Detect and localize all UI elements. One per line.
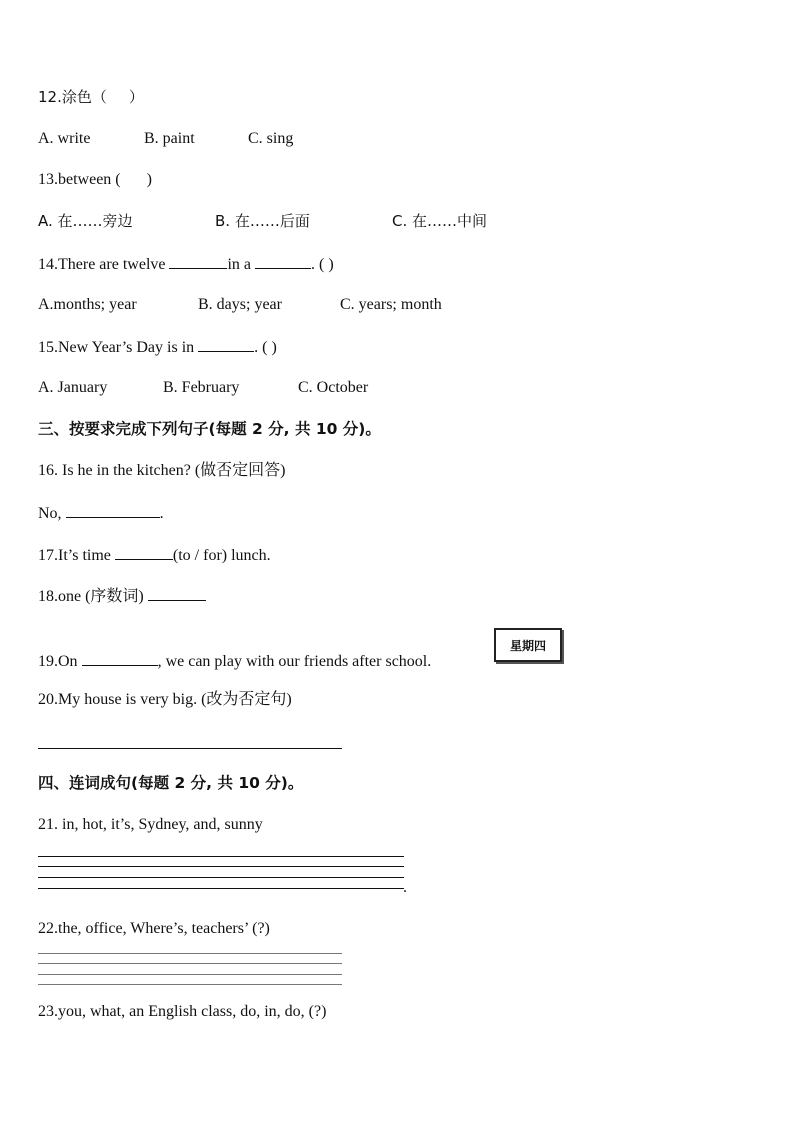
question-13: [38, 170, 152, 190]
question-19: [38, 651, 431, 672]
q15-blank[interactable]: [198, 337, 254, 352]
q19-blank[interactable]: [82, 651, 158, 666]
question-16: 16. Is he in the kitchen? (做否定回答): [38, 462, 286, 479]
question-21: 21. in, hot, it’s, Sydney, and, sunny: [38, 816, 263, 833]
q14-part1: 14.There are twelve: [38, 256, 170, 273]
q21-writing-line-2[interactable]: [38, 866, 404, 867]
q12-option-a: A. write: [38, 130, 91, 147]
q15-option-b: B. February: [163, 379, 240, 396]
q18-blank[interactable]: [148, 586, 206, 601]
q12-stem: 12.涂色（: [38, 88, 107, 106]
q21-writing-line-4[interactable]: [38, 888, 404, 889]
question-14: [38, 254, 334, 275]
q21-end-mark: .: [403, 879, 407, 896]
q22-writing-line-2[interactable]: [38, 963, 342, 964]
q16-answer-suffix: .: [159, 505, 164, 522]
q21-writing-line-1[interactable]: [38, 856, 404, 857]
question-18: [38, 586, 206, 607]
q15-option-c: C. October: [298, 379, 369, 396]
q17-part2: (to / for) lunch.: [172, 547, 271, 564]
q14-option-b: B. days; year: [198, 296, 282, 313]
question-12: [38, 87, 144, 108]
q14-option-c: C. years; month: [340, 296, 442, 313]
q13-option-b: B. 在……后面: [215, 212, 310, 230]
q14-blank-1[interactable]: [169, 254, 227, 269]
q20-answer-line[interactable]: [38, 748, 342, 749]
section-3-heading: 三、按要求完成下列句子(每题 2 分, 共 10 分)。: [38, 420, 381, 438]
q12-option-c: C. sing: [248, 130, 294, 147]
q19-part2: , we can play with our friends after school.: [157, 653, 432, 670]
q14-part2: in a: [227, 256, 256, 273]
weekday-card-label: 星期四: [509, 638, 546, 653]
weekday-card: [494, 628, 562, 662]
question-15: [38, 337, 277, 358]
q16-answer-prefix: No,: [38, 505, 66, 522]
q17-part1: 17.It’s time: [38, 547, 115, 564]
q14-option-a: A.months; year: [38, 296, 137, 313]
q13-stem: 13.between (: [38, 171, 121, 188]
q12-paren-end: ）: [128, 88, 144, 106]
q14-part3: . ( ): [311, 256, 334, 273]
q15-option-a: A. January: [38, 379, 108, 396]
question-23: 23.you, what, an English class, do, in, do, (?): [38, 1003, 327, 1020]
question-22: 22.the, office, Where’s, teachers’ (?): [38, 920, 270, 937]
q13-option-a: A. 在……旁边: [38, 212, 133, 230]
q16-blank[interactable]: [66, 503, 160, 518]
q15-part1: 15.New Year’s Day is in: [38, 339, 199, 356]
q22-writing-line-3[interactable]: [38, 974, 342, 975]
q18-text: 18.one (序数词): [38, 588, 148, 605]
q16-answer-line: [38, 503, 164, 524]
q22-writing-line-4[interactable]: [38, 984, 342, 985]
q12-option-b: B. paint: [144, 130, 195, 147]
q13-option-c: C. 在……中间: [392, 212, 488, 230]
q22-writing-line-1[interactable]: [38, 953, 342, 954]
q17-blank[interactable]: [115, 545, 173, 560]
section-4-heading: 四、连词成句(每题 2 分, 共 10 分)。: [38, 774, 304, 792]
q14-blank-2[interactable]: [255, 254, 311, 269]
q13-paren-end: ): [146, 171, 152, 188]
question-17: [38, 545, 271, 566]
q19-part1: 19.On: [38, 653, 82, 670]
q15-part2: . ( ): [254, 339, 277, 356]
question-20: 20.My house is very big. (改为否定句): [38, 691, 292, 708]
q21-writing-line-3[interactable]: [38, 877, 404, 878]
